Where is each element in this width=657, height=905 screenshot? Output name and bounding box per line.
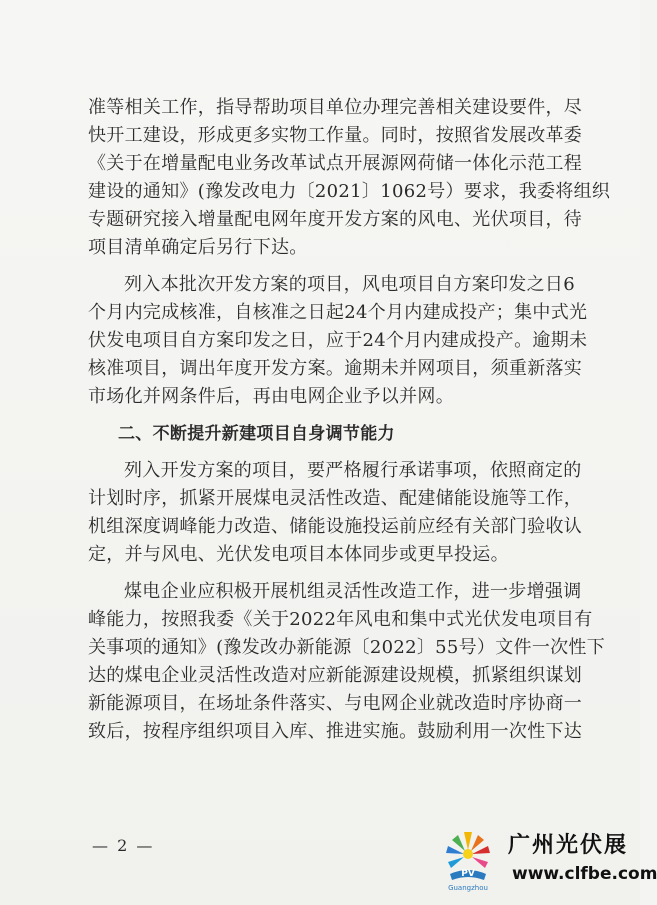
watermark-url[interactable]: www.clfbe.com: [512, 864, 657, 884]
paragraph-line: 达的煤电企业灵活性改造对应新能源建设规模，抓紧组织谋划: [88, 665, 583, 686]
paragraph-line: 列入本批次开发方案的项目，风电项目自方案印发之日6: [124, 274, 575, 295]
section-heading: 二、不断提升新建项目自身调节能力: [118, 424, 395, 444]
paragraph-line: 伏发电项目自方案印发之日，应于24个月内建成投产。逾期未: [88, 330, 588, 351]
paragraph-line: 新能源项目，在场址条件落实、与电网企业就改造时序协商一: [88, 693, 583, 714]
logo-pv-text: PV: [461, 869, 475, 879]
watermark-title: 广州光伏展: [508, 833, 629, 858]
paragraph-line: 个月内完成核准，自核准之日起24个月内建成投产；集中式光: [88, 302, 588, 323]
paragraph-line: 列入开发方案的项目，要严格履行承诺事项，依照商定的: [124, 460, 582, 481]
paragraph-line: 致后，按程序组织项目入库、推进实施。鼓励利用一次性下达: [88, 721, 583, 742]
paragraph-line: 机组深度调峰能力改造、储能设施投运前应经有关部门验收认: [88, 516, 583, 537]
sunflower-logo-icon: [432, 824, 504, 896]
paragraph-line: 准等相关工作，指导帮助项目单位办理完善相关建设要件，尽: [88, 97, 583, 118]
paragraph-line: 快开工建设，形成更多实物工作量。同时，按照省发展改革委: [88, 125, 583, 146]
paragraph-line: 专题研究接入增量配电网年度开发方案的风电、光伏项目，待: [88, 209, 583, 230]
page-number: — 2 —: [92, 836, 155, 855]
watermark: [432, 818, 657, 900]
paragraph-line: 煤电企业应积极开展机组灵活性改造工作，进一步增强调: [124, 581, 582, 602]
paragraph-line: 《关于在增量配电业务改革试点开展源网荷储一体化示范工程: [88, 153, 583, 174]
paragraph-line: 定，并与风电、光伏发电项目本体同步或更早投运。: [88, 544, 509, 565]
paragraph-line: 关事项的通知》(豫发改办新能源〔2022〕55号）文件一次性下: [88, 637, 606, 658]
paragraph-line: 核准项目，调出年度开发方案。逾期未并网项目，须重新落实: [88, 358, 583, 379]
paragraph-line: 计划时序，抓紧开展煤电灵活性改造、配建储能设施等工作，: [88, 488, 583, 509]
logo-city-text: Guangzhou: [448, 884, 488, 892]
paragraph-line: 建设的通知》(豫发改电力〔2021〕1062号）要求，我委将组织: [88, 181, 611, 202]
paragraph-line: 峰能力，按照我委《关于2022年风电和集中式光伏发电项目有: [88, 609, 593, 630]
document-body: [88, 94, 611, 746]
paragraph-line: 市场化并网条件后，再由电网企业予以并网。: [88, 386, 454, 407]
paragraph-line: 项目清单确定后另行下达。: [88, 237, 308, 258]
